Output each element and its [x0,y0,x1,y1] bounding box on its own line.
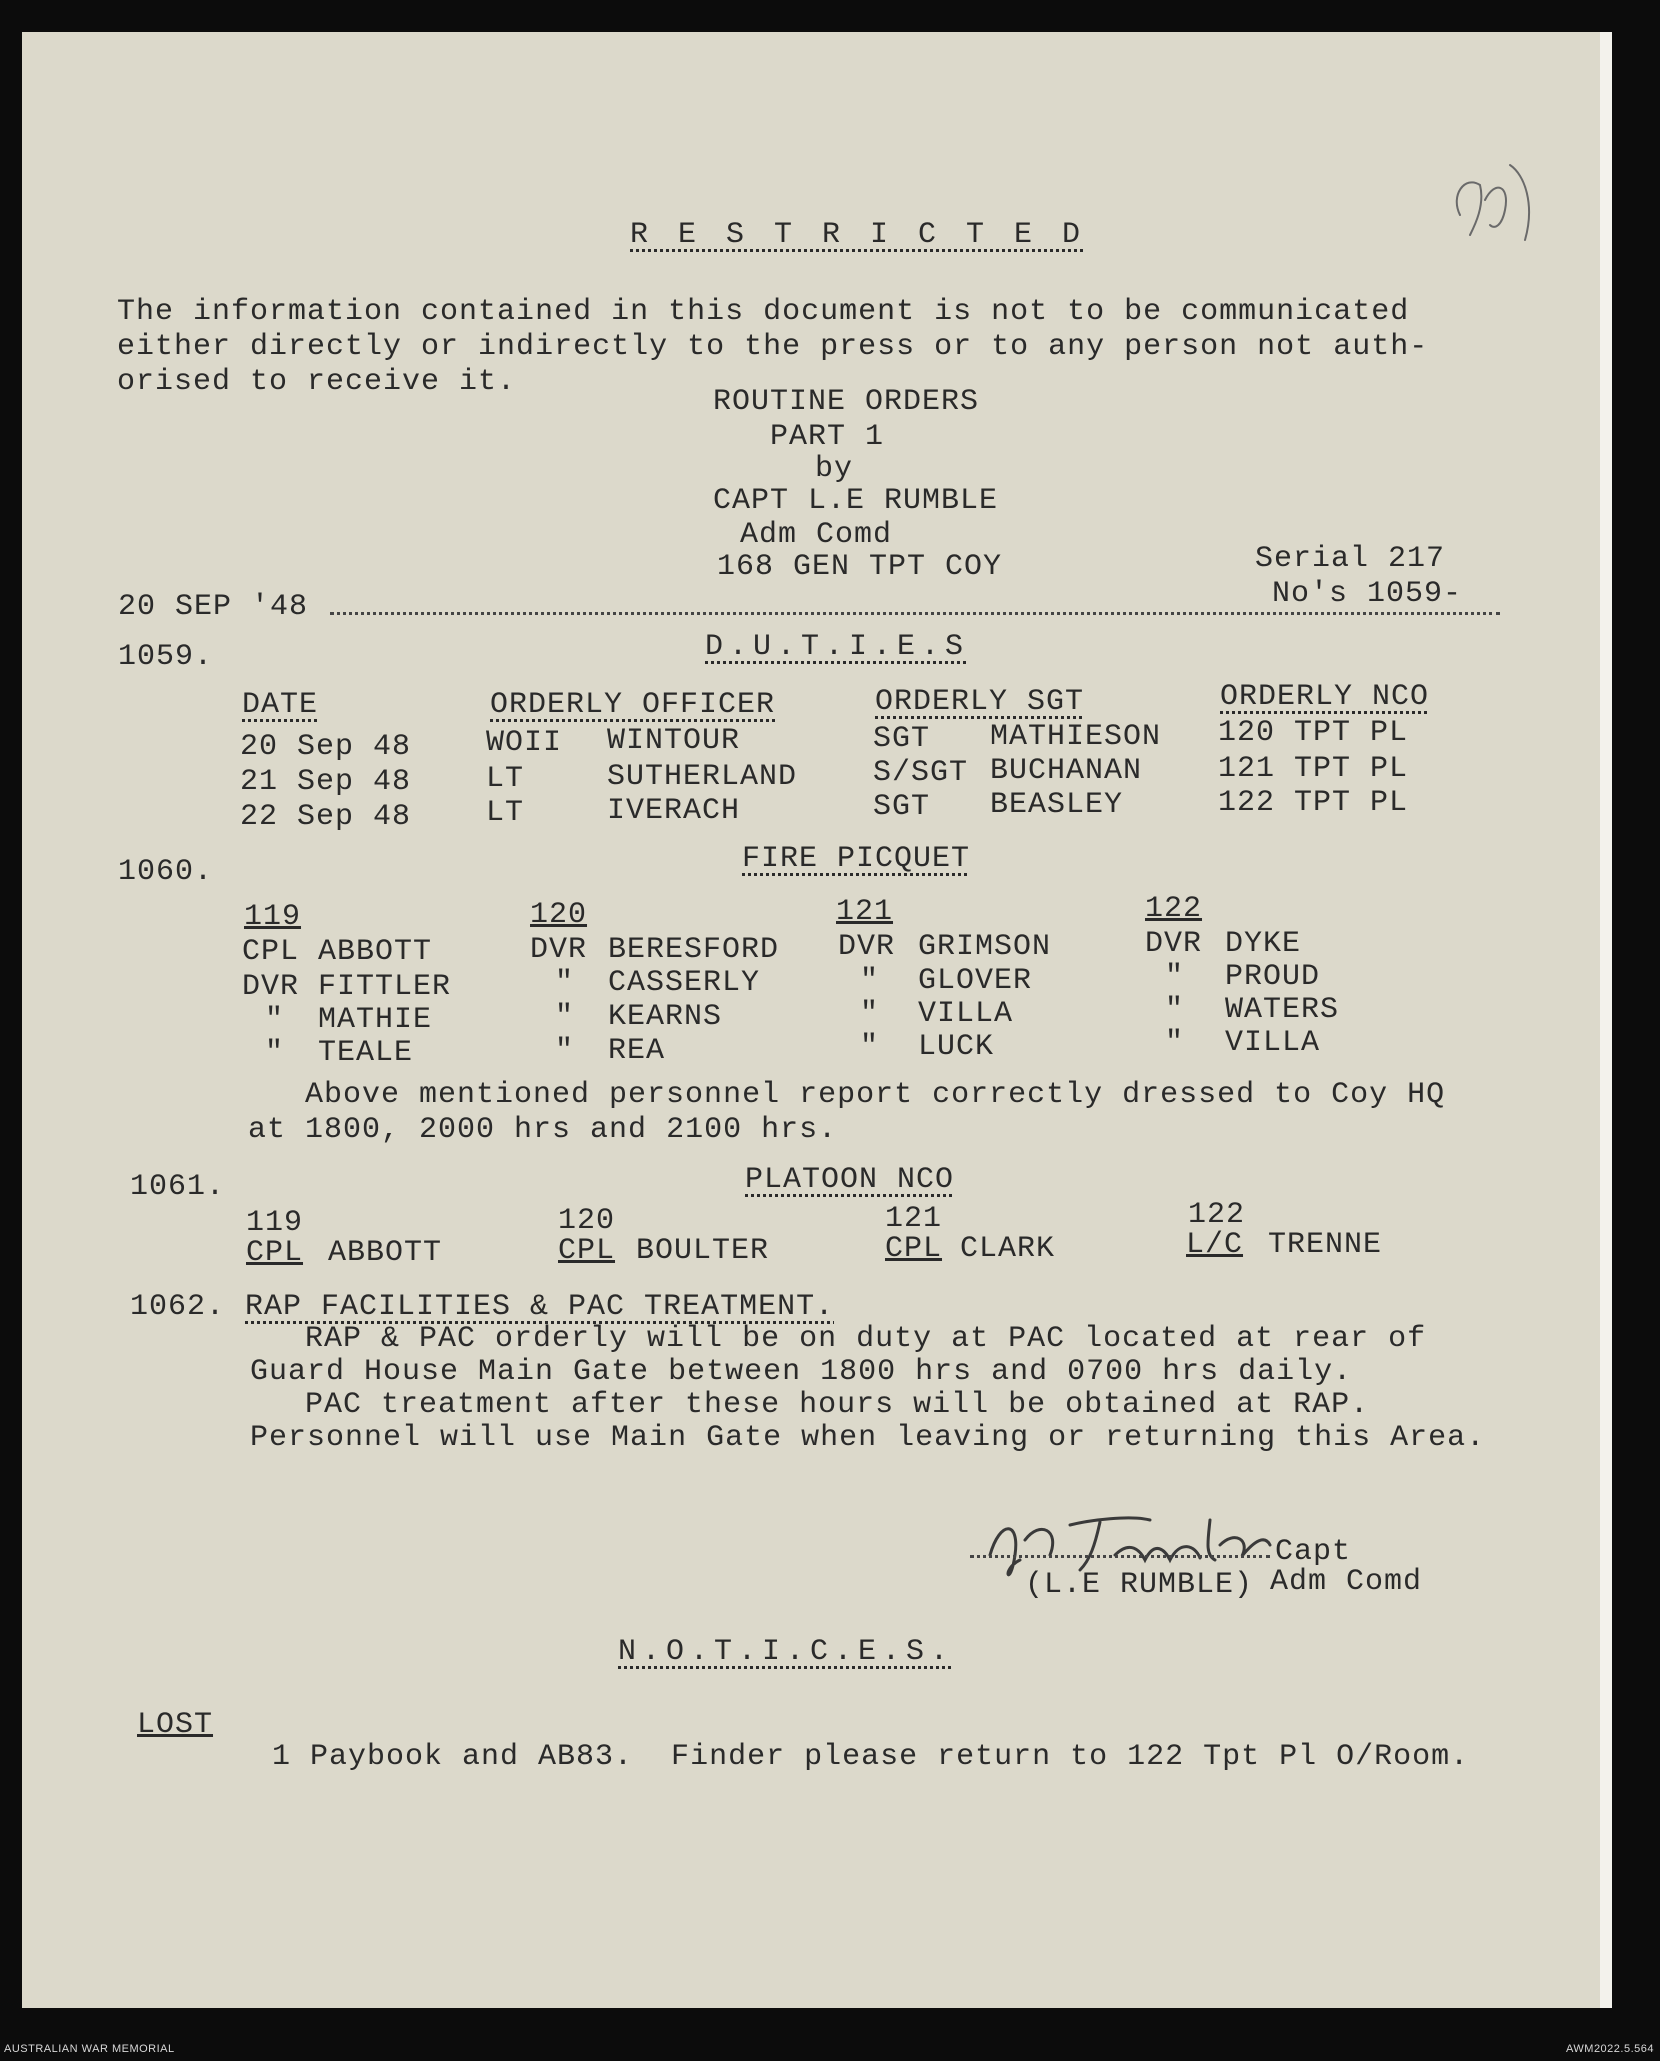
fire-picquet-122-rank-2: " [1165,960,1185,994]
signature-name: (L.E RUMBLE) [1025,1568,1254,1602]
rap-heading: RAP FACILITIES & PAC TREATMENT. [245,1290,835,1324]
platoon-nco-121-name: CLARK [960,1232,1056,1266]
rap-line-3: PAC treatment after these hours will be obtained at RAP. [305,1388,1370,1422]
serial-nos: No's 1059- [1272,577,1463,611]
order-date: 20 SEP '48 [118,590,309,624]
duties-row-1-sgt-rank: SGT [873,722,931,756]
platoon-nco-heading: PLATOON NCO [745,1163,955,1197]
fire-picquet-120-rank-4: " [555,1034,575,1068]
fire-picquet-119-name-1: ABBOTT [318,935,433,969]
duties-row-1-officer-rank: WOII [486,726,563,760]
duties-row-2-date: 21 Sep 48 [240,765,412,799]
title-unit: 168 GEN TPT COY [717,550,1003,584]
platoon-nco-122-name: TRENNE [1268,1228,1383,1262]
platoon-nco-121-rank: CPL [885,1232,943,1266]
fire-picquet-122-rank-3: " [1165,993,1185,1027]
title-routine-orders: ROUTINE ORDERS [713,385,980,419]
duties-row-1-date: 20 Sep 48 [240,730,412,764]
order-number-1059: 1059. [118,640,214,674]
fire-picquet-121-name-4: LUCK [918,1030,995,1064]
date-dotted-rule [330,612,1500,615]
fire-picquet-121-rank-3: " [860,997,880,1031]
lost-label: LOST [137,1708,214,1742]
footer-accession-number: AWM2022.5.564 [1565,2043,1654,2055]
fire-picquet-122-rank-4: " [1165,1026,1185,1060]
duties-col-officer: ORDERLY OFFICER [490,688,776,722]
notice-line-3: orised to receive it. [117,365,517,399]
fire-picquet-platoon-119: 119 [244,900,302,934]
restricted-heading: R E S T R I C T E D [630,218,1087,252]
fire-picquet-119-rank-4: " [265,1036,285,1070]
fire-picquet-platoon-122: 122 [1145,892,1203,926]
fire-picquet-platoon-120: 120 [530,898,588,932]
rap-line-4: Personnel will use Main Gate when leaving or returning this Area. [250,1421,1486,1455]
signature-appointment: Adm Comd [1270,1565,1423,1599]
duties-col-date: DATE [242,688,319,722]
fire-picquet-119-rank-3: " [265,1003,285,1037]
fire-picquet-121-rank-1: DVR [838,930,896,964]
title-part: PART 1 [770,420,885,454]
fire-picquet-121-name-3: VILLA [918,997,1014,1031]
fire-picquet-120-rank-3: " [555,1000,575,1034]
serial-number: Serial 217 [1255,542,1446,576]
fire-picquet-122-name-1: DYKE [1225,927,1302,961]
fire-picquet-120-rank-2: " [555,966,575,1000]
fire-picquet-119-name-4: TEALE [318,1036,414,1070]
fire-picquet-119-name-2: FITTLER [318,970,452,1004]
platoon-nco-119-name: ABBOTT [328,1236,443,1270]
title-appointment: Adm Comd [740,518,893,552]
fire-picquet-120-rank-1: DVR [530,933,588,967]
platoon-nco-122-number: 122 [1188,1198,1246,1232]
platoon-nco-122-rank: L/C [1186,1228,1244,1262]
fire-picquet-121-rank-4: " [860,1030,880,1064]
fire-picquet-121-rank-2: " [860,964,880,998]
order-number-1062: 1062. [130,1290,226,1324]
fire-picquet-119-name-3: MATHIE [318,1003,433,1037]
notice-line-2: either directly or indirectly to the press or to any person not auth- [117,330,1429,364]
platoon-nco-119-number: 119 [246,1206,304,1240]
fire-picquet-122-name-4: VILLA [1225,1026,1321,1060]
duties-row-1-sgt-name: MATHIESON [990,720,1162,754]
platoon-nco-121-number: 121 [885,1202,943,1236]
duties-row-3-officer-rank: LT [486,796,525,830]
platoon-nco-120-name: BOULTER [636,1234,770,1268]
duties-col-nco: ORDERLY NCO [1220,680,1430,714]
duties-heading: D.U.T.I.E.S [705,630,970,664]
footer-archive-name: AUSTRALIAN WAR MEMORIAL [4,2043,175,2055]
rap-line-1: RAP & PAC orderly will be on duty at PAC located at rear of [305,1322,1427,1356]
fire-picquet-119-rank-1: CPL [242,935,300,969]
fire-picquet-120-name-4: REA [608,1034,666,1068]
duties-row-3-nco: 122 TPT PL [1218,786,1409,820]
fire-picquet-119-rank-2: DVR [242,970,300,1004]
order-number-1060: 1060. [118,855,214,889]
lost-notice-text: 1 Paybook and AB83. Finder please return to 122 Tpt Pl O/Room. [272,1740,1470,1774]
fire-picquet-122-name-2: PROUD [1225,960,1321,994]
platoon-nco-120-number: 120 [558,1204,616,1238]
fire-picquet-121-name-2: GLOVER [918,964,1033,998]
duties-row-3-date: 22 Sep 48 [240,800,412,834]
fire-picquet-note-2: at 1800, 2000 hrs and 2100 hrs. [248,1113,838,1147]
fire-picquet-122-name-3: WATERS [1225,993,1340,1027]
fire-picquet-121-name-1: GRIMSON [918,930,1052,964]
duties-row-2-sgt-name: BUCHANAN [990,754,1143,788]
title-officer: CAPT L.E RUMBLE [713,484,999,518]
fire-picquet-120-name-3: KEARNS [608,1000,723,1034]
duties-row-1-officer-name: WINTOUR [607,724,741,758]
duties-row-3-officer-name: IVERACH [607,794,741,828]
rap-line-2: Guard House Main Gate between 1800 hrs and 0700 hrs daily. [250,1355,1353,1389]
platoon-nco-120-rank: CPL [558,1234,616,1268]
fire-picquet-platoon-121: 121 [836,895,894,929]
fire-picquet-note-1: Above mentioned personnel report correctly dressed to Coy HQ [305,1078,1446,1112]
notice-line-1: The information contained in this document is not to be communicated [117,295,1410,329]
duties-col-sgt: ORDERLY SGT [875,685,1085,719]
fire-picquet-122-rank-1: DVR [1145,927,1203,961]
duties-row-3-sgt-rank: SGT [873,790,931,824]
duties-row-1-nco: 120 TPT PL [1218,716,1409,750]
platoon-nco-119-rank: CPL [246,1236,304,1270]
fire-picquet-120-name-1: BERESFORD [608,933,780,967]
title-by: by [815,452,854,486]
signature-dotted-rule [970,1555,1270,1558]
notices-heading: N.O.T.I.C.E.S. [618,1635,955,1669]
fire-picquet-120-name-2: CASSERLY [608,966,761,1000]
handwritten-annotation [1440,145,1540,255]
page-edge [1600,32,1612,2008]
fire-picquet-heading: FIRE PICQUET [742,842,971,876]
signature-rank: Capt [1275,1535,1352,1569]
duties-row-2-nco: 121 TPT PL [1218,752,1409,786]
duties-row-2-officer-name: SUTHERLAND [607,760,798,794]
duties-row-2-sgt-rank: S/SGT [873,756,969,790]
duties-row-2-officer-rank: LT [486,762,525,796]
duties-row-3-sgt-name: BEASLEY [990,788,1124,822]
order-number-1061: 1061. [130,1170,226,1204]
